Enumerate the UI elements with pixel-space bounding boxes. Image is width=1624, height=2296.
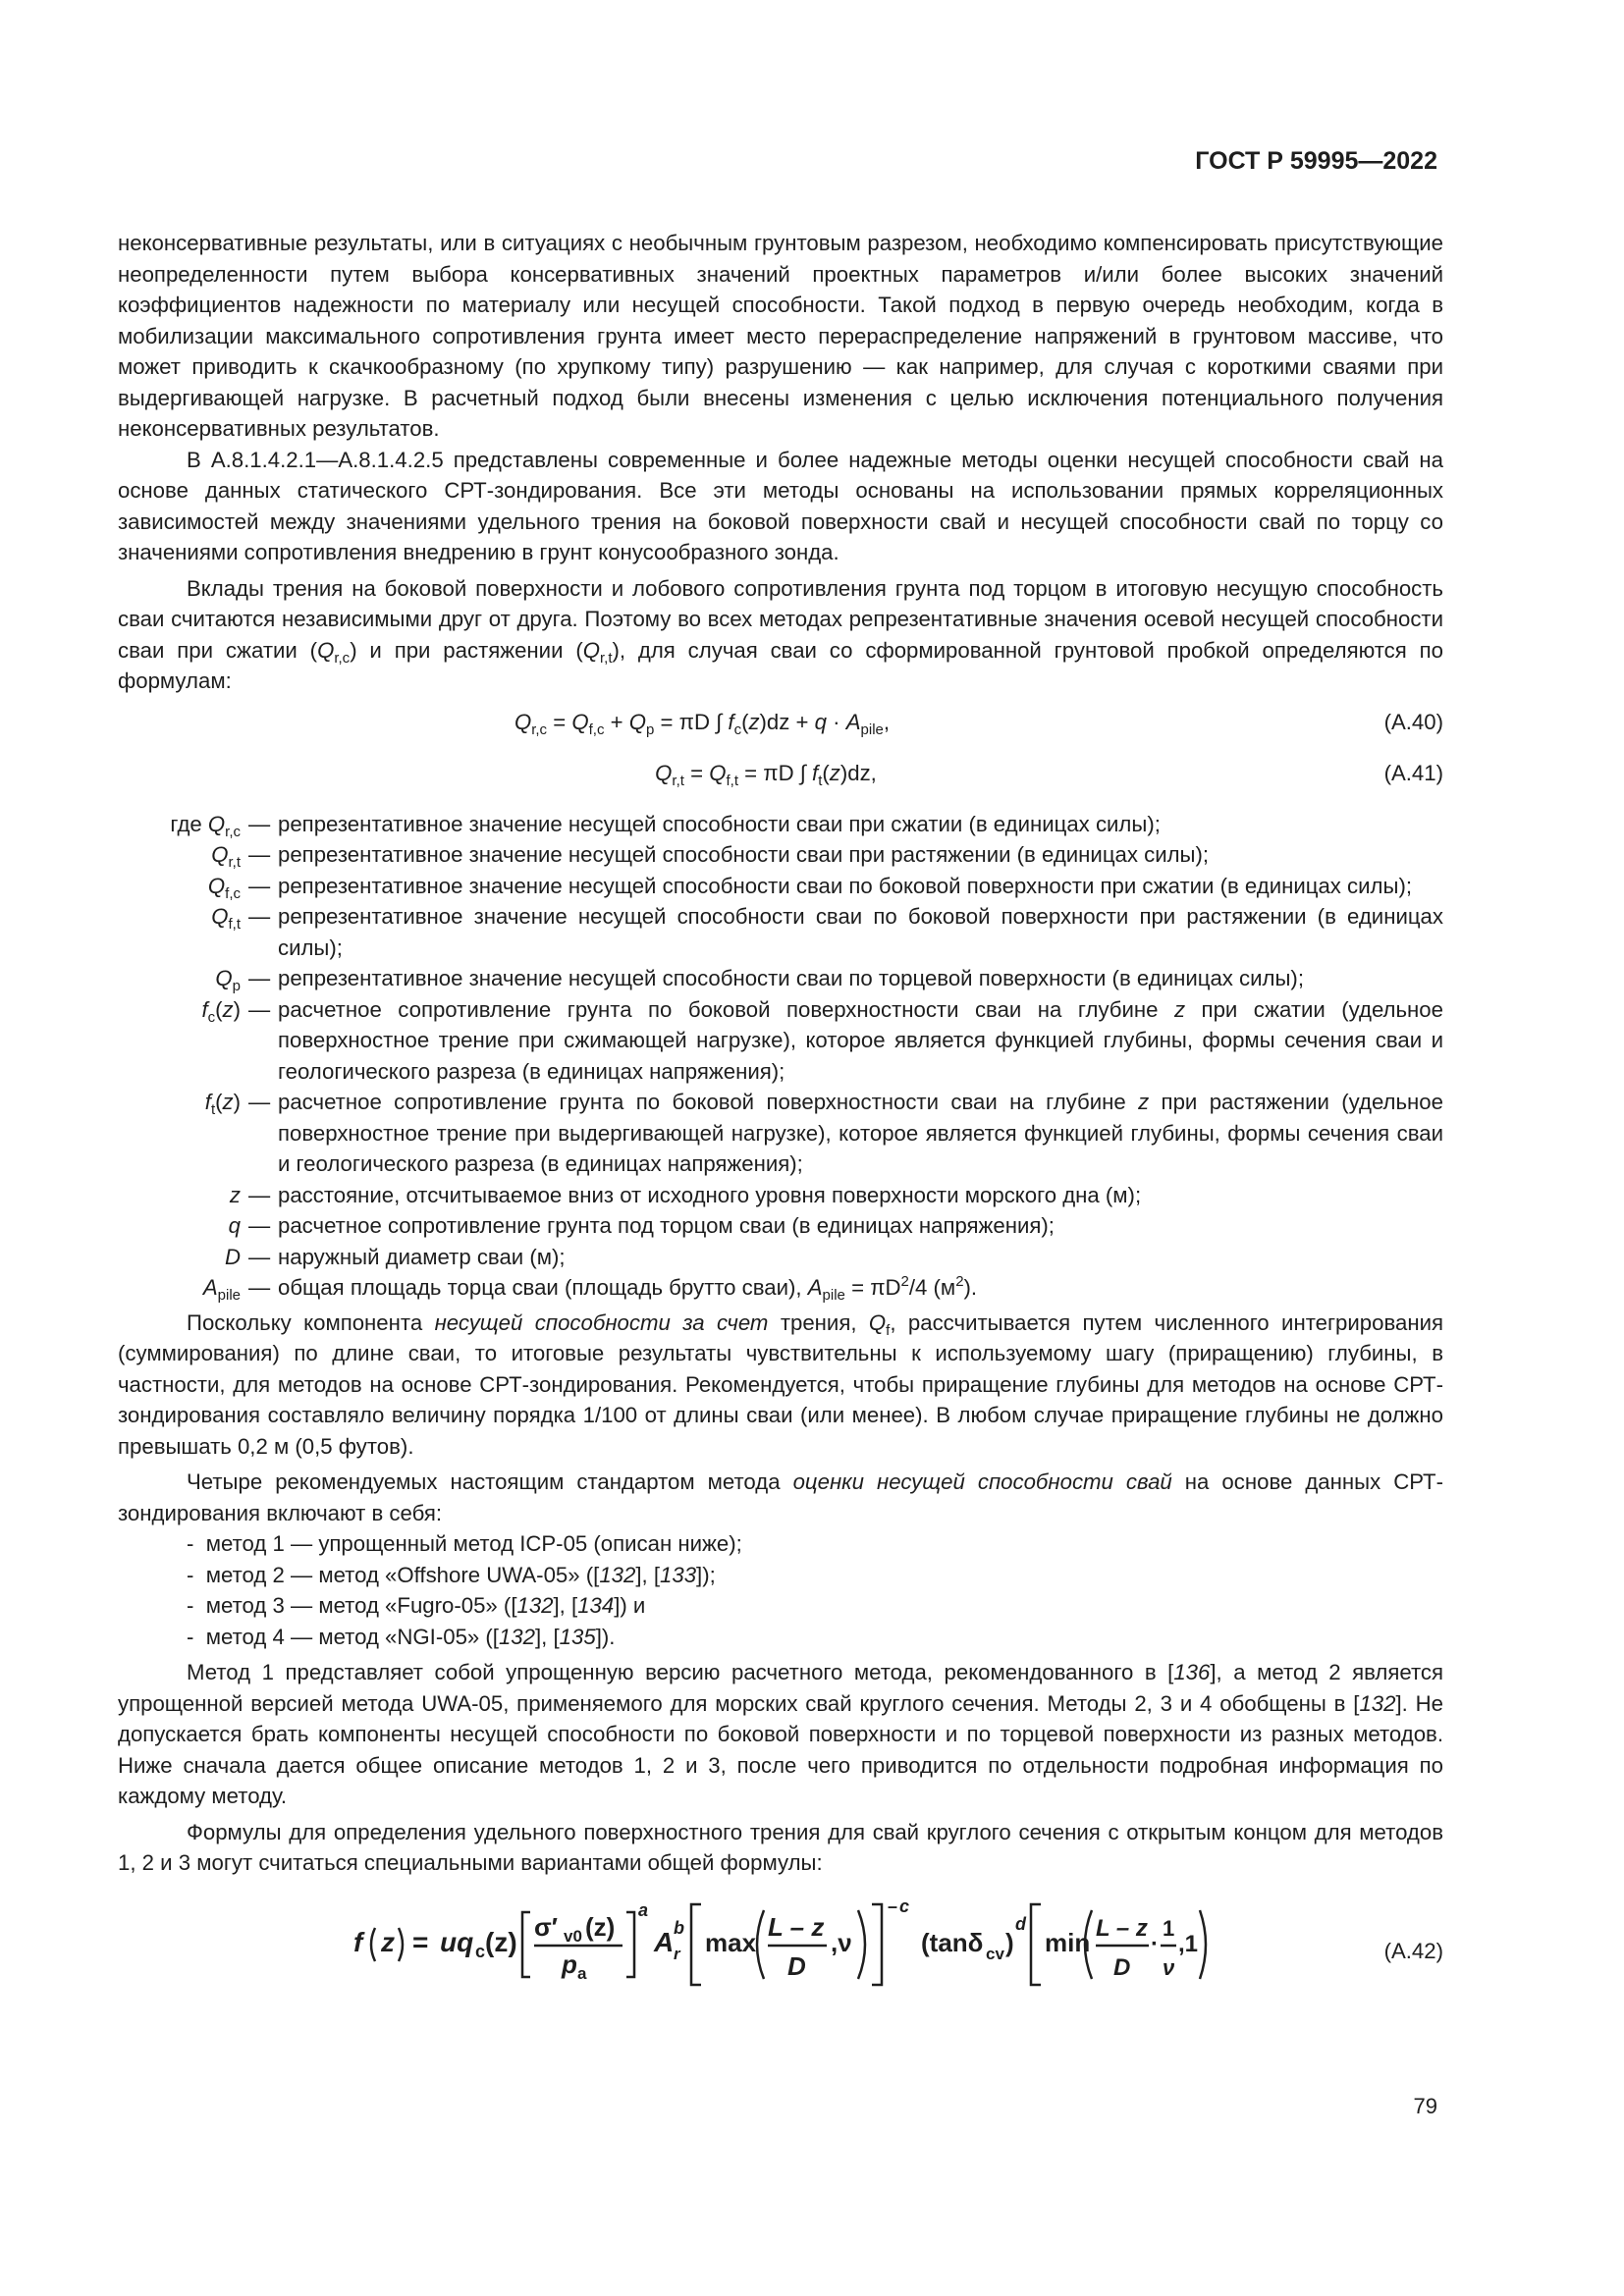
list-item: - метод 2 — метод «Offshore UWA-05» ([132], [133]); [187,1562,716,1587]
formula-a41: $Q_{r,t} = Q_{f,t} = \pi D$ ∫ $f_t(z)dz$, (А.41) [118,748,1443,799]
svg-text:v0: v0 [564,1926,582,1946]
svg-text:uq: uq [440,1926,474,1957]
svg-text:r: r [674,1944,680,1963]
svg-text:ν: ν [1163,1954,1175,1980]
page-number: 79 [1413,2094,1437,2118]
list-item: - метод 4 — метод «NGI-05» ([132], [135]). [187,1624,616,1649]
svg-text:a: a [638,1899,649,1920]
list-item: - метод 1 — упрощенный метод ICP-05 (описан ниже); [187,1531,742,1556]
legend-row-qft: $Q_{f,t}$ — репрезентативное значение несущей способности сваи по боковой поверхности при растяжении (в единицах силы); [211,904,1443,960]
svg-text:σ′: σ′ [534,1911,559,1942]
svg-text:c: c [899,1896,910,1916]
formula-number-a41: (А.41) [1383,760,1443,785]
svg-text:A: A [654,1926,675,1957]
standard-header: ГОСТ Р 59995—2022 [1195,147,1437,175]
svg-text:z: z [381,1926,395,1957]
legend-row-apile: $A_{pile}$ — общая площадь торца сваи (площадь брутто сваи), $A_{pile} = \pi D^2/4$ $(м^2)$. [202,1273,978,1304]
svg-text:(z): (z) [585,1911,616,1942]
svg-text:max: max [705,1927,757,1957]
svg-text:,ν: ,ν [831,1927,852,1957]
svg-text:a: a [577,1963,587,1983]
svg-text:·: · [1151,1930,1159,1957]
svg-text:(z): (z) [485,1926,517,1957]
paragraph-3: Вклады трения на боковой поверхности и лобового сопротивления грунта под торцом в итоговую несущую способность сваи считаются независимыми друг от друга. Поэтому во всех методах репрезентативные значения осевой несущей способности сваи при сжатии $(Q_{r,c})$ и при растяжении $(Q_{r,t})$, для случая сваи со сформированной грунтовой пробкой определяются по формулам: [118,575,1443,693]
legend-row-q: q — расчетное сопротивление грунта под торцом сваи (в единицах напряжения); [228,1213,1055,1238]
svg-text:,1: ,1 [1178,1930,1199,1957]
svg-text:1: 1 [1163,1915,1175,1941]
paragraph-4: Поскольку компонента несущей способности за счет трения, $Q_f$, рассчитывается путем численного интегрирования (суммирования) по длине сваи, то итоговые результаты чувствительны к используемому шагу (приращению) глубины, в частности, для методов на основе СРТ-зондирования. Рекомендуется, чтобы приращение глубины для методов на основе СРТ-зондирования составляло величину порядка 1/100 от длины сваи (или менее). В любом случае приращение глубины не должно превышать 0,2 м (0,5 футов). [118,1309,1443,1459]
legend-row-qfc: $Q_{f,c}$ — репрезентативное значение несущей способности сваи по боковой поверхности при сжатии (в единицах силы); [207,873,1412,902]
symbol-legend [118,809,1443,1304]
svg-text:d: d [1015,1913,1026,1934]
formula-a40: $Q_{r,c} = Q_{f,c} + Q_p = \pi D$ ∫ $f_c(z)dz + q \cdot A_{pile}$, (А.40) [118,697,1443,748]
paragraph-6: Метод 1 представляет собой упрощенную версию расчетного метода, рекомендованного в [136], а метод 2 является упрощенной версией метода UWA-05, применяемого для морских свай круглого сечения. Методы 2, 3 и 4 обобщены в [132]. Не допускается брать компоненты несущей способности по боковой поверхности и по торцевой поверхности из разных методов. Ниже сначала дается общее описание методов 1, 2 и 3, после чего приводится по отдельности подробная информация по каждому методу. [118,1660,1444,1808]
legend-row-ftz: $f_t(z)$ — расчетное сопротивление грунта по боковой поверхностности сваи на глубине z при растяжении (удельное поверхностное трение при выдергивающей нагрузке), которое является функцией глубины, формы сечения сваи и геологического разреза (в единицах напряжения); [204,1090,1443,1176]
svg-text:=: = [412,1926,429,1957]
formula-a42-graphic [353,1891,1218,1999]
svg-text:(tanδ: (tanδ [921,1927,984,1957]
legend-row-qrc: где $Q_{r,c}$ — репрезентативное значение несущей способности сваи при сжатии (в единицах силы); [170,811,1161,840]
svg-text:L – z: L – z [1096,1914,1148,1942]
svg-text:min: min [1045,1927,1091,1957]
formula-a42 [118,1891,1443,1999]
legend-row-d: D — наружный диаметр сваи (м); [224,1244,566,1269]
formula-number-a40: (А.40) [1383,709,1443,734]
svg-text:L – z: L – z [768,1911,825,1942]
svg-text:): ) [1005,1927,1014,1957]
svg-text:b: b [674,1917,684,1938]
svg-text:f: f [353,1926,363,1957]
paragraph-5: Четыре рекомендуемых настоящим стандартом метода оценки несущей способности свай на основе данных СРТ-зондирования включают в себя: [118,1469,1443,1525]
legend-row-qp: $Q_p$ — репрезентативное значение несущей способности сваи по торцевой поверхности (в единицах силы); [215,966,1304,994]
paragraph-2: В А.8.1.4.2.1—А.8.1.4.2.5 представлены современные и более надежные методы оценки несущей способности свай на основе данных статического СРТ-зондирования. Все эти методы основаны на использовании прямых корреляционных зависимостей между значениями удельного трения на боковой поверхности свай и несущей способности свай по торцу со значениями сопротивления внедрению в грунт конусообразного зонда. [118,447,1443,564]
svg-text:p: p [562,1949,577,1979]
methods-list [187,1528,1443,1652]
document-body [118,228,1443,1999]
legend-row-fcz: $f_c(z)$ — расчетное сопротивление грунта по боковой поверхностности сваи на глубине z при сжатии (удельное поверхностное трение при сжимающей нагрузке), которое является функцией глубины, формы сечения сваи и геологического разреза (в единицах напряжения); [201,996,1443,1084]
list-item: - метод 3 — метод «Fugro-05» ([132], [134]) и [187,1593,646,1618]
svg-text:D: D [1113,1953,1131,1981]
svg-text:c: c [475,1941,486,1961]
legend-row-z: z — расстояние, отсчитываемое вниз от исходного уровня поверхности морского дна (м); [229,1182,1142,1207]
paragraph-1: неконсервативные результаты, или в ситуациях с необычным грунтовым разрезом, необходимо компенсировать присутствующие неопределенности путем выбора консервативных значений проектных параметров и/или более высоких значений коэффициентов надежности по материалу или несущей способности. Такой подход в первую очередь необходим, когда в мобилизации максимального сопротивления грунта имеет место перераспределение напряжений в грунтовом массиве, что может приводить к скачкообразному (по хрупкому типу) разрушению — как например, для случая с короткими сваями при выдергивающей нагрузке. В расчетный подход были внесены изменения с целью исключения потенциального получения неконсервативных результатов. [118,231,1443,441]
paragraph-7: Формулы для определения удельного поверхностного трения для свай круглого сечения с открытым концом для методов 1, 2 и 3 могут считаться специальными вариантами общей формулы: [118,1819,1443,1875]
formula-number-a42: (А.42) [1383,1938,1443,1963]
legend-row-qrt: $Q_{r,t}$ — репрезентативное значение несущей способности сваи при растяжении (в единицах силы); [211,842,1210,871]
svg-text:D: D [787,1950,806,1981]
svg-text:–: – [888,1896,898,1916]
svg-text:cv: cv [986,1944,1004,1963]
